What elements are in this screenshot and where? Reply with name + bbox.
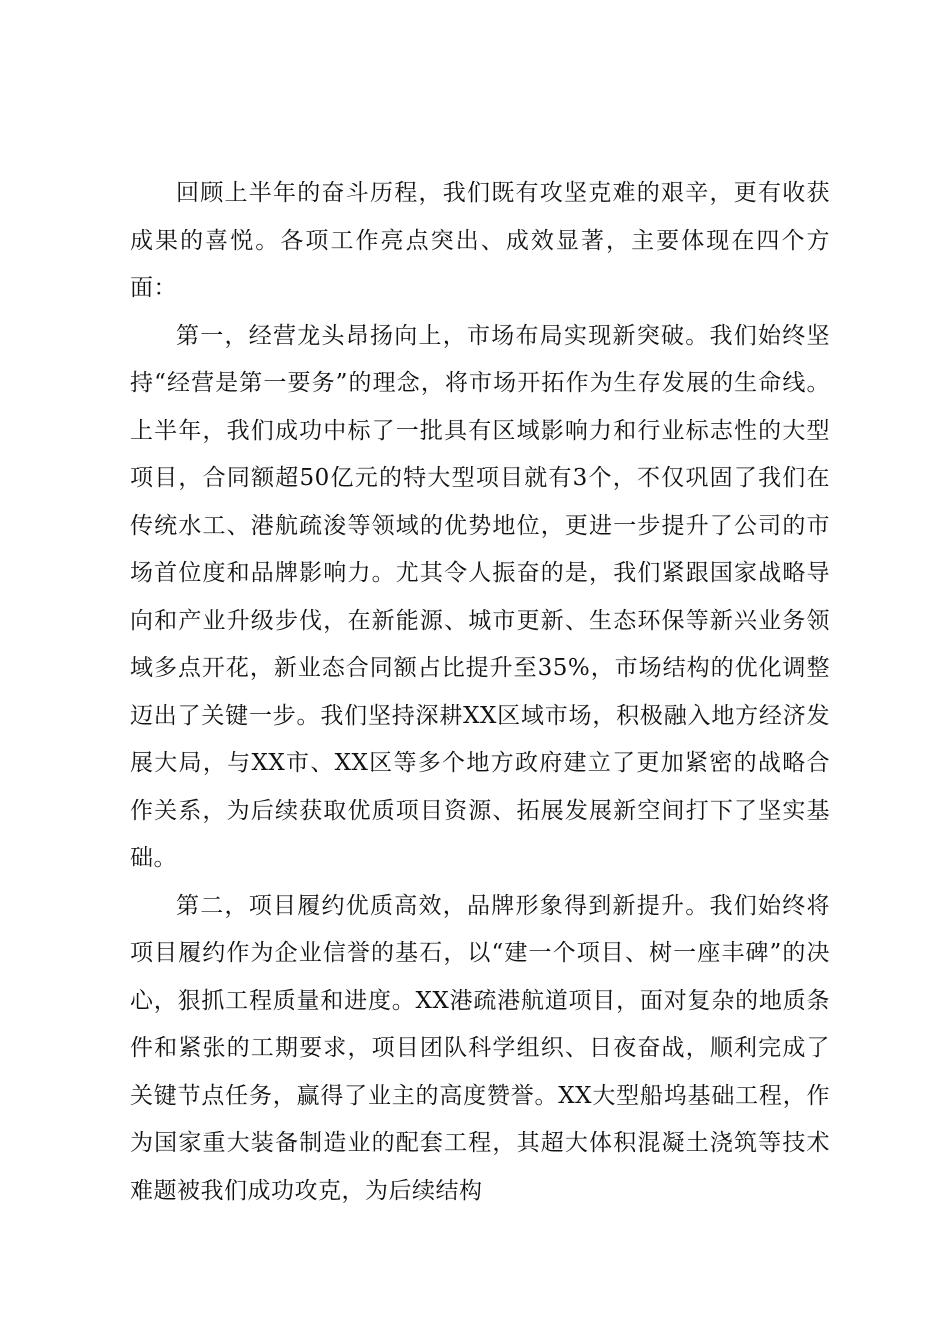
document-body	[130, 170, 830, 1215]
paragraph-first-point: 第一，经营龙头昂扬向上，市场布局实现新突破。我们始终坚持“经营是第一要务”的理念，将市场开拓作为生存发展的生命线。上半年，我们成功中标了一批具有区域影响力和行业标志性的大型项目，合同额超50亿元的特大型项目就有3个，不仅巩固了我们在传统水工、港航疏浚等领域的优势地位，更进一步提升了公司的市场首位度和品牌影响力。尤其令人振奋的是，我们紧跟国家战略导向和产业升级步伐，在新能源、城市更新、生态环保等新兴业务领域多点开花，新业态合同额占比提升至35%，市场结构的优化调整迈出了关键一步。我们坚持深耕XX区域市场，积极融入地方经济发展大局，与XX市、XX区等多个地方政府建立了更加紧密的战略合作关系，为后续获取优质项目资源、拓展发展新空间打下了坚实基础。	[130, 322, 830, 871]
paragraph-second-point: 第二，项目履约优质高效，品牌形象得到新提升。我们始终将项目履约作为企业信誉的基石，以“建一个项目、树一座丰碑”的决心，狠抓工程质量和进度。XX港疏港航道项目，面对复杂的地质条件和紧张的工期要求，项目团队科学组织、日夜奋战，顺利完成了关键节点任务，赢得了业主的高度赞誉。XX大型船坞基础工程，作为国家重大装备制造业的配套工程，其超大体积混凝土浇筑等技术难题被我们成功攻克，为后续结构	[130, 892, 830, 1204]
paragraph-intro: 回顾上半年的奋斗历程，我们既有攻坚克难的艰辛，更有收获成果的喜悦。各项工作亮点突出、成效显著，主要体现在四个方面：	[130, 180, 830, 301]
